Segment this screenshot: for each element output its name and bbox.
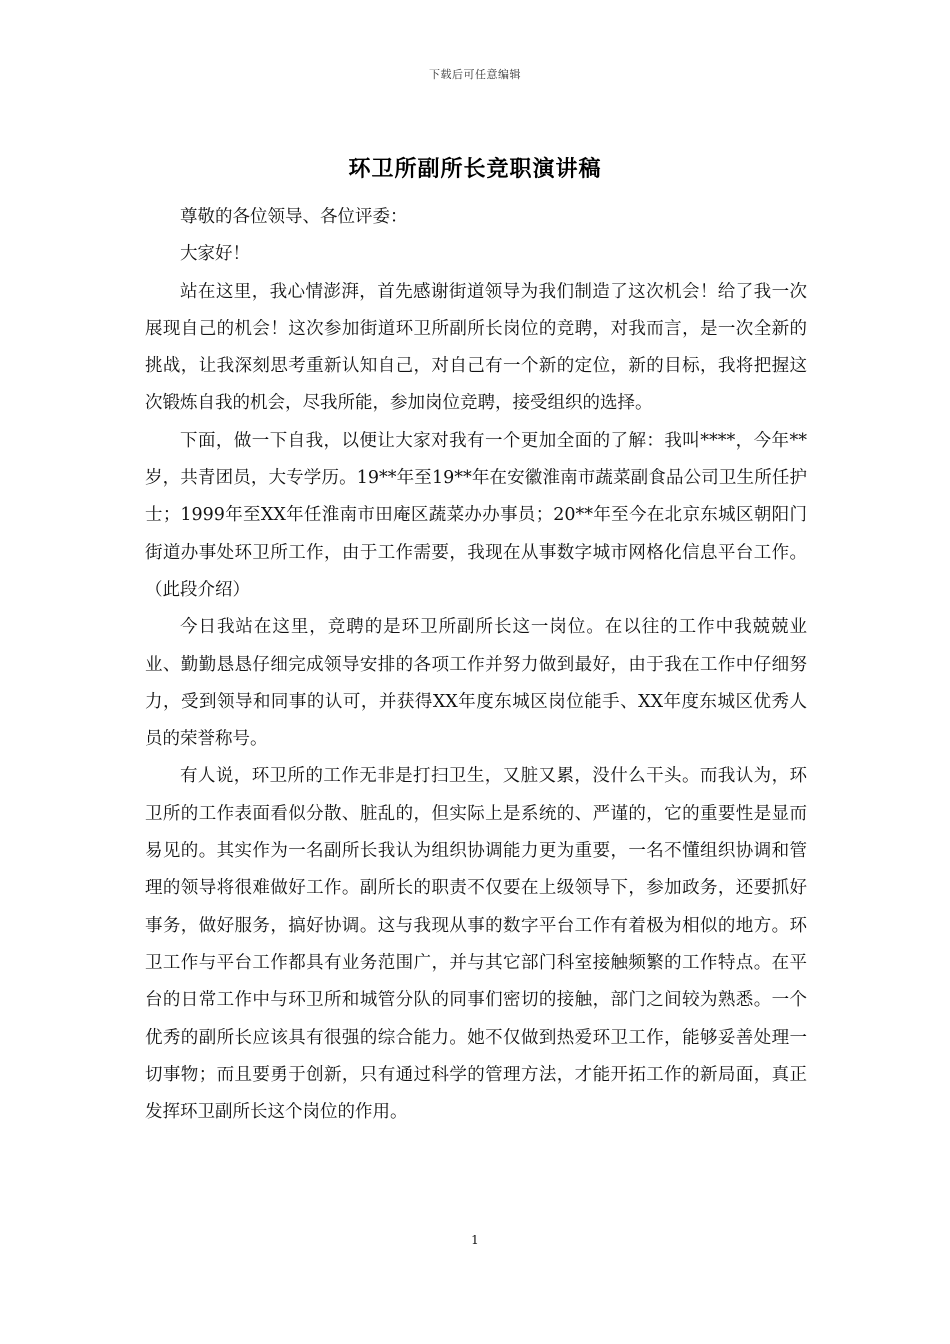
paragraph-greeting: 大家好！ bbox=[180, 244, 250, 265]
paragraph-salutation: 尊敬的各位领导、各位评委： bbox=[180, 207, 408, 227]
paragraph-role-understanding: 有人说，环卫所的工作无非是打扫卫生，又脏又累，没什么干头。而我认为，环卫所的工作表面看似分散、脏乱的，但实际上是系统的、严谨的，它的重要性是显而易见的。其实作为一名副所长我认为组织协调能力更为重要，一名不懂组织协调和管理的领导将很难做好工作。副所长的职责不仅要在上级领导下，参加政务，还要抓好事务，做好服务，搞好协调。这与我现从事的数字平台工作有着极为相似的地方。环卫工作与平台工作都具有业务范围广，并与其它部门科室接触频繁的工作特点。在平台的日常工作中与环卫所和城管分队的同事们密切的接触，部门之间较为熟悉。一个优秀的副所长应该具有很强的综合能力。她不仅做到热爱环卫工作，能够妥善处理一切事物；而且要勇于创新，只有通过科学的管理方法，才能开拓工作的新局面，真正发挥环卫副所长这个岗位的作用。 bbox=[145, 766, 807, 1123]
paragraph-achievements: 今日我站在这里，竞聘的是环卫所副所长这一岗位。在以往的工作中我兢兢业业、勤勤恳恳仔细完成领导安排的各项工作并努力做到最好，由于我在工作中仔细努力，受到领导和同事的认可，并获得XX年度东城区岗位能手、XX年度东城区优秀人员的荣誉称号。 bbox=[145, 617, 807, 750]
document-title: 环卫所副所长竞职演讲稿 bbox=[348, 156, 602, 182]
paragraph-introduction: 站在这里，我心情澎湃，首先感谢街道领导为我们制造了这次机会！给了我一次展现自己的机会！这次参加街道环卫所副所长岗位的竞聘，对我而言，是一次全新的挑战，让我深刻思考重新认知自己，对自己有一个新的定位，新的目标，我将把握这次锻炼自我的机会，尽我所能，参加岗位竞聘，接受组织的选择。 bbox=[145, 281, 807, 414]
page-number: 1 bbox=[471, 1233, 479, 1247]
document-body bbox=[145, 199, 807, 1131]
paragraph-self-introduction: 下面，做一下自我，以便让大家对我有一个更加全面的了解：我叫****，今年**岁，共青团员，大专学历。19**年至19**年在安徽淮南市蔬菜副食品公司卫生所任护士；1999年至XX年任淮南市田庵区蔬菜办办事员；20**年至今在北京东城区朝阳门街道办事处环卫所工作，由于工作需要，我现在从事数字城市网格化信息平台工作。（此段介绍） bbox=[145, 430, 807, 600]
header-note: 下载后可任意编辑 bbox=[429, 68, 521, 81]
